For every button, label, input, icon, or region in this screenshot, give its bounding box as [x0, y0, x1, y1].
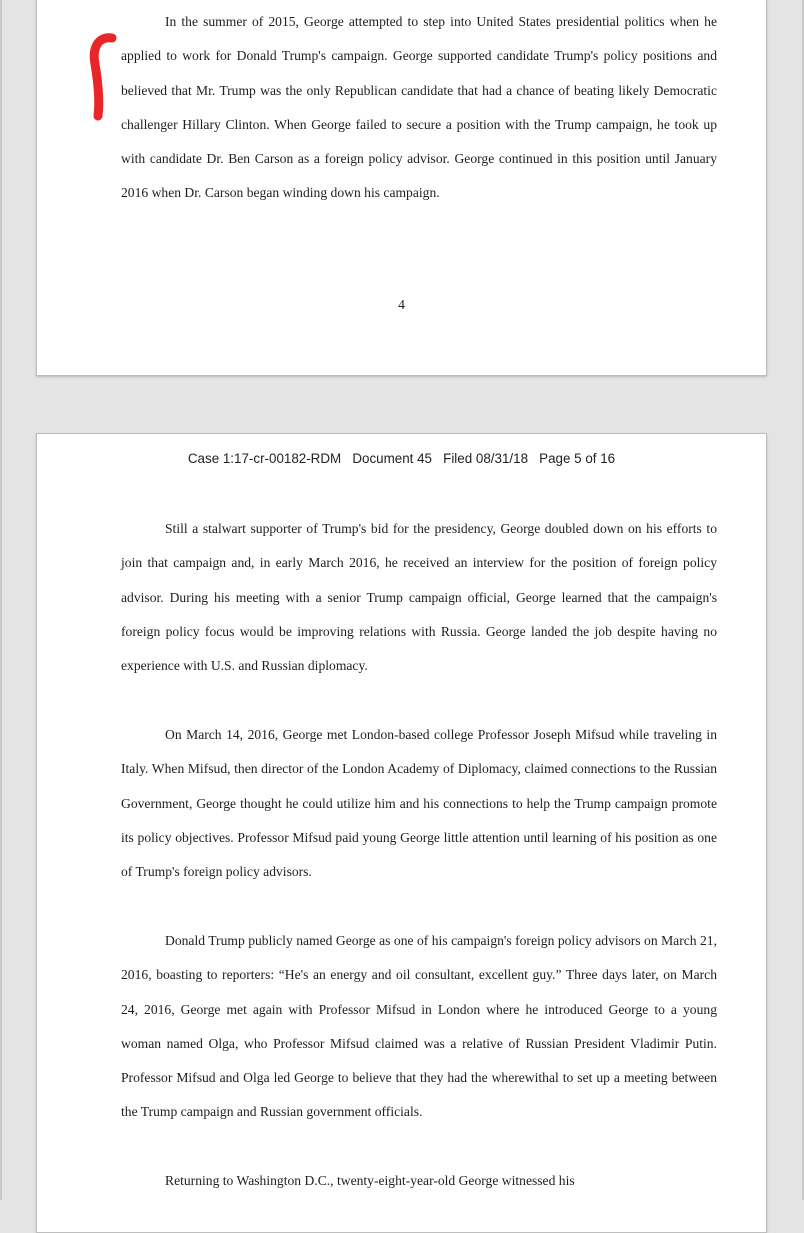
paragraph-3: Donald Trump publicly named George as one of his campaign's foreign policy advisors on March 21, 2016, boasting to reporters: “He's an energy and oil consultant, excellent guy.” Three days later, on March 24, 2016, George met again with Professor Mifsud in London where he introduced George to a young woman named Olga, who Professor Mifsud claimed was a relative of Russian President Vladimir Putin. Professor Mifsud and Olga led George to believe that they had the wherewithal to set up a meeting between the Trump campaign and Russian government officials.: [121, 933, 717, 1120]
paragraph-1: Still a stalwart supporter of Trump's bid for the presidency, George doubled down on his efforts to join that campaign and, in early March 2016, he received an interview for the position of foreign policy advisor. During his meeting with a senior Trump campaign official, George learned that the campaign's foreign policy focus would be improving relations with Russia. George landed the job despite having no experience with U.S. and Russian diplomacy.: [121, 521, 717, 674]
case-header: Case 1:17-cr-00182-RDM Document 45 Filed 08/31/18 Page 5 of 16: [187, 451, 616, 466]
document-page-4[interactable]: [36, 0, 767, 376]
paragraph-page-4: In the summer of 2015, George attempted to step into United States presidential politics when he applied to work for Donald Trump's campaign. George supported candidate Trump's policy positions and believed that Mr. Trump was the only Republican candidate that had a chance of beating likely Democratic challenger Hillary Clinton. When George failed to secure a position with the Trump campaign, he took up with candidate Dr. Ben Carson as a foreign policy advisor. George continued in this position until January 2016 when Dr. Carson began winding down his campaign.: [121, 14, 717, 201]
viewer-edge-left: [0, 0, 2, 1200]
page-number: 4: [398, 297, 405, 312]
document-page-5[interactable]: [36, 433, 767, 1233]
paragraph-2: On March 14, 2016, George met London-based college Professor Joseph Mifsud while traveling in Italy. When Mifsud, then director of the London Academy of Diplomacy, claimed connections to the Russian Government, George thought he could utilize him and his connections to help the Trump campaign promote its policy objectives. Professor Mifsud paid young George little attention until learning of his position as one of Trump's foreign policy advisors.: [121, 727, 717, 880]
paragraph-4: Returning to Washington D.C., twenty-eight-year-old George witnessed his: [165, 1173, 575, 1188]
